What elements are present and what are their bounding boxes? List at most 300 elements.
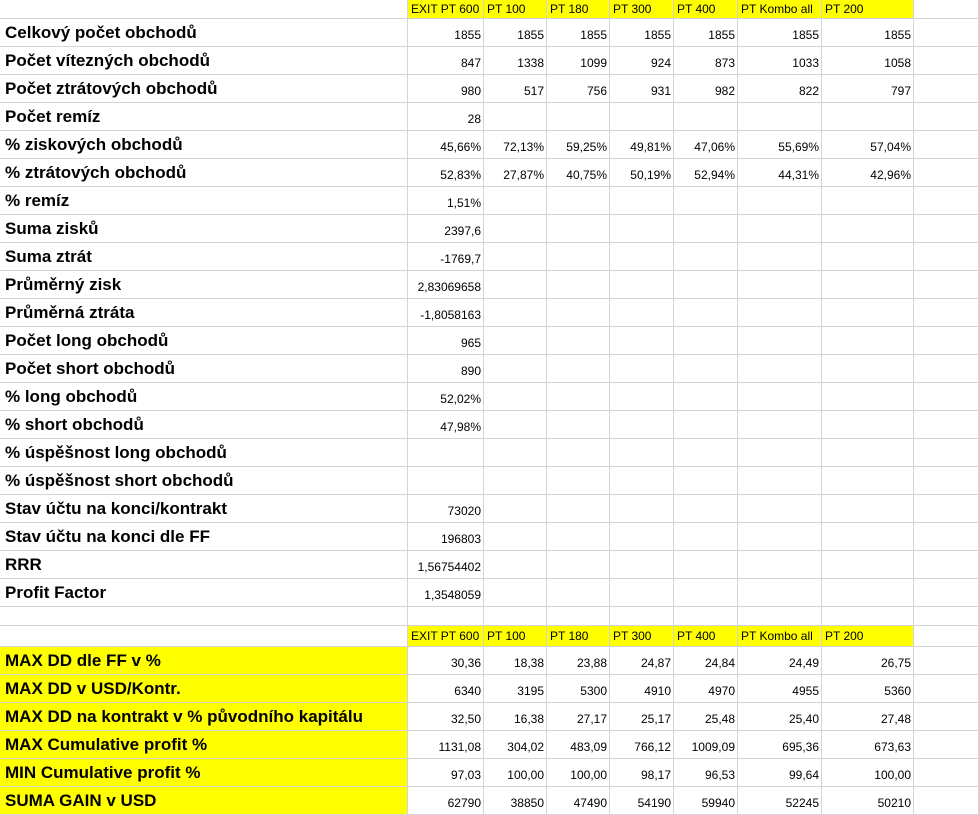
value-cell[interactable]: 304,02 — [484, 731, 547, 759]
header-cell-pt-kombo-all[interactable]: PT Kombo all — [738, 626, 822, 647]
value-cell[interactable]: 1,51% — [408, 187, 484, 215]
empty-cell[interactable] — [674, 607, 738, 626]
table-row — [0, 787, 979, 815]
value-cell[interactable]: 1855 — [738, 19, 822, 47]
header-cell-exit-pt-600[interactable]: EXIT PT 600 — [408, 626, 484, 647]
value-cell[interactable]: 50,19% — [610, 159, 674, 187]
empty-cell[interactable] — [914, 187, 979, 215]
value-cell[interactable]: 47,06% — [674, 131, 738, 159]
value-cell[interactable] — [610, 383, 674, 411]
value-cell[interactable]: 25,40 — [738, 703, 822, 731]
value-cell[interactable]: 1855 — [547, 19, 610, 47]
row-label-profit-factor[interactable]: Profit Factor — [0, 579, 408, 607]
value-cell[interactable] — [610, 243, 674, 271]
value-cell[interactable] — [822, 327, 914, 355]
value-cell[interactable] — [822, 467, 914, 495]
value-cell[interactable] — [738, 411, 822, 439]
row-label-pct-remiz[interactable]: % remíz — [0, 187, 408, 215]
value-cell[interactable]: 57,04% — [822, 131, 914, 159]
value-cell[interactable] — [547, 299, 610, 327]
value-cell[interactable]: -1,8058163 — [408, 299, 484, 327]
value-cell[interactable] — [822, 383, 914, 411]
value-cell[interactable]: 44,31% — [738, 159, 822, 187]
empty-cell[interactable] — [914, 495, 979, 523]
value-cell[interactable] — [484, 551, 547, 579]
value-cell[interactable]: 59940 — [674, 787, 738, 815]
value-cell[interactable] — [822, 551, 914, 579]
value-cell[interactable]: 5300 — [547, 675, 610, 703]
header-blank-cell[interactable] — [0, 626, 408, 647]
row-label-pct-short-obchodu[interactable]: % short obchodů — [0, 411, 408, 439]
empty-cell[interactable] — [914, 215, 979, 243]
header-cell-exit-pt-600[interactable]: EXIT PT 600 — [408, 0, 484, 19]
empty-cell[interactable] — [914, 675, 979, 703]
value-cell[interactable]: 52,83% — [408, 159, 484, 187]
value-cell[interactable] — [674, 271, 738, 299]
value-cell[interactable] — [484, 299, 547, 327]
value-cell[interactable]: 16,38 — [484, 703, 547, 731]
table-row — [0, 647, 979, 675]
empty-cell[interactable] — [914, 411, 979, 439]
value-cell[interactable]: 27,87% — [484, 159, 547, 187]
value-cell[interactable]: 924 — [610, 47, 674, 75]
empty-cell[interactable] — [914, 243, 979, 271]
value-cell[interactable] — [674, 495, 738, 523]
header-cell-pt-300[interactable]: PT 300 — [610, 626, 674, 647]
value-cell[interactable] — [738, 327, 822, 355]
empty-cell[interactable] — [914, 355, 979, 383]
value-cell[interactable] — [547, 411, 610, 439]
value-cell[interactable]: 982 — [674, 75, 738, 103]
value-cell[interactable] — [674, 439, 738, 467]
table-row — [0, 187, 979, 215]
header-blank-cell[interactable] — [0, 0, 408, 19]
value-cell[interactable] — [484, 495, 547, 523]
value-cell[interactable] — [484, 523, 547, 551]
row-label-rrr[interactable]: RRR — [0, 551, 408, 579]
value-cell[interactable]: 4970 — [674, 675, 738, 703]
value-cell[interactable]: 97,03 — [408, 759, 484, 787]
value-cell[interactable]: 24,84 — [674, 647, 738, 675]
value-cell[interactable] — [610, 355, 674, 383]
value-cell[interactable]: 1131,08 — [408, 731, 484, 759]
row-label-celkovy-pocet-obchodu[interactable]: Celkový počet obchodů — [0, 19, 408, 47]
row-label-max-cumulative-profit-pct[interactable]: MAX Cumulative profit % — [0, 731, 408, 759]
value-cell[interactable] — [674, 467, 738, 495]
value-cell[interactable] — [484, 355, 547, 383]
value-cell[interactable] — [484, 579, 547, 607]
value-cell[interactable]: 25,17 — [610, 703, 674, 731]
empty-cell[interactable] — [484, 607, 547, 626]
value-cell[interactable] — [822, 579, 914, 607]
table-row — [0, 243, 979, 271]
value-cell[interactable]: 55,69% — [738, 131, 822, 159]
value-cell[interactable]: 28 — [408, 103, 484, 131]
header-cell-pt-200[interactable]: PT 200 — [822, 0, 914, 19]
value-cell[interactable]: 99,64 — [738, 759, 822, 787]
value-cell[interactable] — [738, 215, 822, 243]
value-cell[interactable]: 695,36 — [738, 731, 822, 759]
value-cell[interactable] — [674, 215, 738, 243]
value-cell[interactable] — [610, 467, 674, 495]
table-row — [0, 411, 979, 439]
empty-cell[interactable] — [914, 579, 979, 607]
table-row — [0, 103, 979, 131]
value-cell[interactable]: 1855 — [674, 19, 738, 47]
header-cell-pt-100[interactable]: PT 100 — [484, 0, 547, 19]
table-row — [0, 551, 979, 579]
value-cell[interactable]: 25,48 — [674, 703, 738, 731]
value-cell[interactable] — [674, 243, 738, 271]
value-cell[interactable]: 1058 — [822, 47, 914, 75]
value-cell[interactable]: 1338 — [484, 47, 547, 75]
value-cell[interactable] — [610, 411, 674, 439]
row-label-min-cumulative-profit-pct[interactable]: MIN Cumulative profit % — [0, 759, 408, 787]
value-cell[interactable] — [484, 271, 547, 299]
row-label-stav-uctu-na-konci-dle-ff[interactable]: Stav účtu na konci dle FF — [0, 523, 408, 551]
value-cell[interactable]: 797 — [822, 75, 914, 103]
value-cell[interactable] — [822, 243, 914, 271]
value-cell[interactable]: 931 — [610, 75, 674, 103]
empty-cell[interactable] — [914, 0, 979, 19]
value-cell[interactable]: 3195 — [484, 675, 547, 703]
value-cell[interactable] — [610, 327, 674, 355]
value-cell[interactable] — [674, 411, 738, 439]
value-cell[interactable]: 30,36 — [408, 647, 484, 675]
value-cell[interactable] — [674, 383, 738, 411]
value-cell[interactable] — [822, 215, 914, 243]
table-row — [0, 271, 979, 299]
value-cell[interactable]: 52,94% — [674, 159, 738, 187]
value-cell[interactable]: 1855 — [822, 19, 914, 47]
value-cell[interactable] — [674, 187, 738, 215]
value-cell[interactable] — [547, 243, 610, 271]
table-row — [0, 675, 979, 703]
value-cell[interactable] — [822, 411, 914, 439]
value-cell[interactable] — [408, 439, 484, 467]
value-cell[interactable] — [547, 187, 610, 215]
value-cell[interactable]: 822 — [738, 75, 822, 103]
value-cell[interactable]: 5360 — [822, 675, 914, 703]
value-cell[interactable]: 196803 — [408, 523, 484, 551]
row-label-suma-zisku[interactable]: Suma zisků — [0, 215, 408, 243]
value-cell[interactable] — [738, 299, 822, 327]
empty-cell[interactable] — [822, 607, 914, 626]
table-row — [0, 467, 979, 495]
value-cell[interactable] — [610, 439, 674, 467]
value-cell[interactable] — [738, 103, 822, 131]
header-cell-pt-kombo-all[interactable]: PT Kombo all — [738, 0, 822, 19]
value-cell[interactable]: 98,17 — [610, 759, 674, 787]
table-row — [0, 159, 979, 187]
value-cell[interactable]: 47,98% — [408, 411, 484, 439]
row-label-prumerny-zisk[interactable]: Průměrný zisk — [0, 271, 408, 299]
empty-cell[interactable] — [914, 439, 979, 467]
value-cell[interactable] — [674, 355, 738, 383]
value-cell[interactable]: 6340 — [408, 675, 484, 703]
value-cell[interactable] — [738, 271, 822, 299]
empty-cell[interactable] — [914, 703, 979, 731]
row-label-max-dd-v-usd-kontr[interactable]: MAX DD v USD/Kontr. — [0, 675, 408, 703]
empty-cell[interactable] — [914, 383, 979, 411]
value-cell[interactable] — [822, 271, 914, 299]
value-cell[interactable]: 980 — [408, 75, 484, 103]
row-label-pocet-short-obchodu[interactable]: Počet short obchodů — [0, 355, 408, 383]
header-cell-pt-100[interactable]: PT 100 — [484, 626, 547, 647]
value-cell[interactable]: 517 — [484, 75, 547, 103]
empty-cell[interactable] — [914, 327, 979, 355]
table-row — [0, 523, 979, 551]
table-row — [0, 703, 979, 731]
header-cell-pt-200[interactable]: PT 200 — [822, 626, 914, 647]
value-cell[interactable] — [484, 103, 547, 131]
value-cell[interactable]: 1033 — [738, 47, 822, 75]
value-cell[interactable] — [822, 299, 914, 327]
header-row-bottom — [0, 626, 979, 647]
table-row — [0, 759, 979, 787]
value-cell[interactable] — [674, 327, 738, 355]
value-cell[interactable] — [610, 215, 674, 243]
value-cell[interactable]: 2,83069658 — [408, 271, 484, 299]
value-cell[interactable] — [547, 327, 610, 355]
value-cell[interactable] — [674, 103, 738, 131]
row-label-pocet-ztratovych-obchodu[interactable]: Počet ztrátových obchodů — [0, 75, 408, 103]
value-cell[interactable]: 45,66% — [408, 131, 484, 159]
table-row — [0, 439, 979, 467]
row-label-pct-uspesnost-short-obchodu[interactable]: % úspěšnost short obchodů — [0, 467, 408, 495]
header-cell-pt-400[interactable]: PT 400 — [674, 0, 738, 19]
table-row — [0, 215, 979, 243]
value-cell[interactable]: 32,50 — [408, 703, 484, 731]
value-cell[interactable]: 873 — [674, 47, 738, 75]
value-cell[interactable]: 50210 — [822, 787, 914, 815]
value-cell[interactable] — [738, 355, 822, 383]
value-cell[interactable]: 1855 — [408, 19, 484, 47]
value-cell[interactable] — [547, 103, 610, 131]
value-cell[interactable] — [610, 523, 674, 551]
value-cell[interactable] — [484, 439, 547, 467]
value-cell[interactable]: 1855 — [610, 19, 674, 47]
table-row — [0, 355, 979, 383]
value-cell[interactable] — [484, 327, 547, 355]
value-cell[interactable] — [547, 495, 610, 523]
value-cell[interactable] — [547, 523, 610, 551]
value-cell[interactable]: 42,96% — [822, 159, 914, 187]
value-cell[interactable]: 673,63 — [822, 731, 914, 759]
row-label-pct-ziskovych-obchodu[interactable]: % ziskových obchodů — [0, 131, 408, 159]
value-cell[interactable]: 52245 — [738, 787, 822, 815]
table-row — [0, 383, 979, 411]
value-cell[interactable]: 1,3548059 — [408, 579, 484, 607]
value-cell[interactable]: 96,53 — [674, 759, 738, 787]
row-label-pct-ztratovych-obchodu[interactable]: % ztrátových obchodů — [0, 159, 408, 187]
value-cell[interactable] — [674, 579, 738, 607]
empty-cell[interactable] — [914, 103, 979, 131]
empty-cell[interactable] — [914, 467, 979, 495]
table-row — [0, 47, 979, 75]
value-cell[interactable] — [822, 495, 914, 523]
header-cell-pt-180[interactable]: PT 180 — [547, 0, 610, 19]
value-cell[interactable]: -1769,7 — [408, 243, 484, 271]
empty-cell[interactable] — [914, 759, 979, 787]
empty-cell[interactable] — [914, 159, 979, 187]
empty-cell[interactable] — [610, 607, 674, 626]
value-cell[interactable] — [547, 271, 610, 299]
empty-cell[interactable] — [914, 607, 979, 626]
value-cell[interactable] — [484, 187, 547, 215]
value-cell[interactable]: 27,48 — [822, 703, 914, 731]
value-cell[interactable]: 54190 — [610, 787, 674, 815]
empty-cell[interactable] — [408, 607, 484, 626]
value-cell[interactable] — [674, 523, 738, 551]
empty-cell[interactable] — [914, 551, 979, 579]
row-label-pocet-long-obchodu[interactable]: Počet long obchodů — [0, 327, 408, 355]
empty-cell[interactable] — [914, 131, 979, 159]
row-label-pocet-viteznych-obchodu[interactable]: Počet vítezných obchodů — [0, 47, 408, 75]
header-row-top — [0, 0, 979, 19]
row-label-suma-ztrat[interactable]: Suma ztrát — [0, 243, 408, 271]
value-cell[interactable]: 100,00 — [547, 759, 610, 787]
value-cell[interactable]: 27,17 — [547, 703, 610, 731]
value-cell[interactable] — [484, 383, 547, 411]
value-cell[interactable] — [738, 551, 822, 579]
value-cell[interactable] — [610, 551, 674, 579]
value-cell[interactable]: 100,00 — [822, 759, 914, 787]
value-cell[interactable]: 483,09 — [547, 731, 610, 759]
value-cell[interactable] — [738, 523, 822, 551]
row-label-max-dd-dle-ff-v-pct[interactable]: MAX DD dle FF v % — [0, 647, 408, 675]
value-cell[interactable] — [610, 495, 674, 523]
header-cell-pt-300[interactable]: PT 300 — [610, 0, 674, 19]
separator-row — [0, 607, 979, 626]
value-cell[interactable] — [738, 579, 822, 607]
value-cell[interactable] — [547, 439, 610, 467]
value-cell[interactable] — [547, 355, 610, 383]
value-cell[interactable]: 4910 — [610, 675, 674, 703]
value-cell[interactable] — [547, 467, 610, 495]
value-cell[interactable] — [547, 383, 610, 411]
empty-cell[interactable] — [738, 607, 822, 626]
table-row — [0, 75, 979, 103]
value-cell[interactable]: 766,12 — [610, 731, 674, 759]
value-cell[interactable]: 756 — [547, 75, 610, 103]
value-cell[interactable] — [610, 271, 674, 299]
row-label-max-dd-na-kontrakt-v-pct-puvodniho-kapitalu[interactable]: MAX DD na kontrakt v % původního kapitálu — [0, 703, 408, 731]
value-cell[interactable]: 73020 — [408, 495, 484, 523]
value-cell[interactable] — [610, 299, 674, 327]
value-cell[interactable]: 62790 — [408, 787, 484, 815]
row-label-stav-uctu-na-konci-kontrakt[interactable]: Stav účtu na konci/kontrakt — [0, 495, 408, 523]
value-cell[interactable]: 4955 — [738, 675, 822, 703]
value-cell[interactable] — [738, 495, 822, 523]
value-cell[interactable] — [610, 187, 674, 215]
value-cell[interactable] — [738, 187, 822, 215]
value-cell[interactable]: 965 — [408, 327, 484, 355]
value-cell[interactable] — [484, 243, 547, 271]
value-cell[interactable]: 1855 — [484, 19, 547, 47]
table-row — [0, 495, 979, 523]
value-cell[interactable] — [484, 215, 547, 243]
value-cell[interactable]: 49,81% — [610, 131, 674, 159]
value-cell[interactable]: 72,13% — [484, 131, 547, 159]
table-row — [0, 579, 979, 607]
value-cell[interactable] — [674, 551, 738, 579]
value-cell[interactable]: 24,49 — [738, 647, 822, 675]
table-row — [0, 731, 979, 759]
empty-cell[interactable] — [0, 607, 408, 626]
value-cell[interactable] — [547, 551, 610, 579]
empty-cell[interactable] — [914, 647, 979, 675]
table-row — [0, 327, 979, 355]
value-cell[interactable]: 847 — [408, 47, 484, 75]
value-cell[interactable]: 24,87 — [610, 647, 674, 675]
value-cell[interactable] — [738, 243, 822, 271]
value-cell[interactable] — [822, 523, 914, 551]
empty-cell[interactable] — [914, 787, 979, 815]
value-cell[interactable] — [822, 103, 914, 131]
row-label-pct-uspesnost-long-obchodu[interactable]: % úspěšnost long obchodů — [0, 439, 408, 467]
value-cell[interactable] — [547, 215, 610, 243]
value-cell[interactable] — [547, 579, 610, 607]
value-cell[interactable] — [822, 439, 914, 467]
value-cell[interactable]: 18,38 — [484, 647, 547, 675]
value-cell[interactable] — [822, 187, 914, 215]
value-cell[interactable]: 1099 — [547, 47, 610, 75]
value-cell[interactable] — [484, 411, 547, 439]
value-cell[interactable] — [738, 467, 822, 495]
row-label-pocet-remiz[interactable]: Počet remíz — [0, 103, 408, 131]
value-cell[interactable] — [610, 579, 674, 607]
value-cell[interactable]: 890 — [408, 355, 484, 383]
row-label-suma-gain-v-usd[interactable]: SUMA GAIN v USD — [0, 787, 408, 815]
value-cell[interactable]: 40,75% — [547, 159, 610, 187]
empty-cell[interactable] — [914, 731, 979, 759]
empty-cell[interactable] — [914, 19, 979, 47]
header-cell-pt-180[interactable]: PT 180 — [547, 626, 610, 647]
empty-cell[interactable] — [914, 299, 979, 327]
value-cell[interactable]: 47490 — [547, 787, 610, 815]
table-row — [0, 131, 979, 159]
value-cell[interactable] — [610, 103, 674, 131]
empty-cell[interactable] — [914, 75, 979, 103]
empty-cell[interactable] — [914, 523, 979, 551]
value-cell[interactable]: 26,75 — [822, 647, 914, 675]
row-label-prumerna-ztrata[interactable]: Průměrná ztráta — [0, 299, 408, 327]
value-cell[interactable]: 1009,09 — [674, 731, 738, 759]
value-cell[interactable] — [822, 355, 914, 383]
value-cell[interactable] — [408, 467, 484, 495]
value-cell[interactable]: 59,25% — [547, 131, 610, 159]
value-cell[interactable]: 52,02% — [408, 383, 484, 411]
empty-cell[interactable] — [914, 626, 979, 647]
value-cell[interactable]: 100,00 — [484, 759, 547, 787]
value-cell[interactable]: 1,56754402 — [408, 551, 484, 579]
empty-cell[interactable] — [914, 271, 979, 299]
value-cell[interactable]: 38850 — [484, 787, 547, 815]
value-cell[interactable] — [674, 299, 738, 327]
value-cell[interactable] — [738, 439, 822, 467]
table-row — [0, 19, 979, 47]
row-label-pct-long-obchodu[interactable]: % long obchodů — [0, 383, 408, 411]
value-cell[interactable]: 23,88 — [547, 647, 610, 675]
value-cell[interactable]: 2397,6 — [408, 215, 484, 243]
empty-cell[interactable] — [547, 607, 610, 626]
empty-cell[interactable] — [914, 47, 979, 75]
value-cell[interactable] — [738, 383, 822, 411]
value-cell[interactable] — [484, 467, 547, 495]
table-row — [0, 299, 979, 327]
header-cell-pt-400[interactable]: PT 400 — [674, 626, 738, 647]
